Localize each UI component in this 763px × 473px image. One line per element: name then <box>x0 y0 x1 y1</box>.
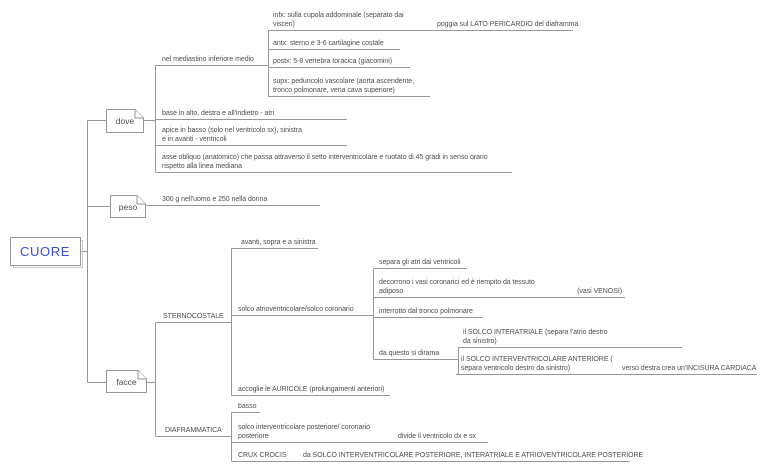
node-supx[interactable] <box>268 76 430 97</box>
node-text: decorrono i vasi coronarici ed è riempito da tessuto <box>379 279 535 286</box>
node-text: CRUX CROCIS <box>238 452 287 459</box>
node-divide-ventricolo[interactable] <box>378 431 488 443</box>
node-text: posteriore <box>238 433 269 440</box>
node-text: solco atrioventricolare/solco coronario <box>238 306 354 313</box>
node-poggia-pericardio[interactable] <box>432 19 579 31</box>
node-infx[interactable] <box>268 10 427 31</box>
node-peso-valore[interactable] <box>157 194 320 206</box>
node-text: divide il ventricolo dx e sx <box>398 433 476 440</box>
node-text: asse obliquo (anatomico) che passa attraverso il setto interventricolare e ruotato di 45 gradi in senso orario <box>162 154 488 161</box>
node-da-solco-posteriore[interactable] <box>295 450 644 462</box>
node-text: verso destra crea un'INCISURA CARDIACA <box>622 365 757 372</box>
node-asse-obliquo[interactable] <box>157 152 512 173</box>
node-text: interrotto dal tronco polmonare <box>379 308 473 315</box>
node-text: supx: peduncolo vascolare (aorta ascendente, <box>273 78 415 85</box>
node-solco-posteriore[interactable] <box>233 422 378 443</box>
node-text: base in alto, destra e all'indietro - atri <box>162 110 275 117</box>
node-text: separa gli atri dai ventricoli <box>379 259 461 266</box>
branch-node-dove[interactable]: dove <box>115 115 135 126</box>
node-text: da sinistro) <box>463 338 497 345</box>
node-crux-crocis[interactable] <box>233 450 295 462</box>
node-text: rispetto alla linea mediana <box>162 163 242 170</box>
node-text: il SOLCO INTERVENTRICOLARE ANTERIORE ( <box>461 356 613 363</box>
node-antx[interactable] <box>268 38 400 50</box>
node-text: DIAFRAMMATICA <box>165 427 222 434</box>
node-diaframmatica[interactable] <box>160 425 231 437</box>
node-solco-interatriale[interactable] <box>458 327 682 348</box>
node-solco-interventricolare-anteriore[interactable] <box>456 354 620 375</box>
node-mediastino[interactable] <box>157 54 268 66</box>
node-text: separa ventricolo destro da sinistro) <box>461 365 571 372</box>
node-postx[interactable] <box>268 56 410 68</box>
node-text: tronco polmonare, vena cava superiore) <box>273 87 395 94</box>
branch-node-facce[interactable]: facce <box>116 376 137 387</box>
node-text: da SOLCO INTERVENTRICOLARE POSTERIORE, INTERATRIALE E ATRIOVENTRICOLARE POSTERIORE <box>303 452 644 459</box>
node-text: e in avanti - ventricoli <box>162 136 227 143</box>
node-text: infx: sulla cupola addominale (separato dai <box>273 12 404 19</box>
node-text: (vasi VENOSI) <box>577 288 622 295</box>
node-interrotto-tronco[interactable] <box>374 306 483 318</box>
node-base-atri[interactable] <box>157 108 347 120</box>
node-auricole[interactable] <box>233 384 390 396</box>
node-separa-atri[interactable] <box>374 257 467 269</box>
node-text: poggia sul LATO PERICARDIO del diaframma <box>437 21 579 28</box>
node-text: basso <box>238 403 257 410</box>
node-text: visceri) <box>273 21 295 28</box>
node-solco-coronario[interactable] <box>233 304 373 316</box>
node-sternocostale[interactable] <box>158 311 231 323</box>
node-text: avanti, sopra e a sinistra <box>241 239 316 246</box>
node-text: nel mediastino inferiore medio <box>162 56 254 63</box>
node-text: antx: sterno e 3-6 cartilagine costale <box>273 40 384 47</box>
node-decorrono-vasi[interactable] <box>374 277 560 298</box>
node-text: STERNOCOSTALE <box>163 313 224 320</box>
node-text: 300 g nell'uomo e 250 nella donna <box>162 196 268 203</box>
branch-node-peso[interactable]: peso <box>118 201 138 212</box>
node-avanti-sopra[interactable] <box>236 237 318 249</box>
node-text: adiposo <box>379 288 404 295</box>
node-incisura-cardiaca[interactable] <box>620 363 757 375</box>
node-text: postx: 5-8 vertebra toracica (giacomini) <box>273 58 392 65</box>
node-text: il SOLCO INTERATRIALE (separa l'atrio destro <box>463 329 608 336</box>
node-text: da questo si dirama <box>379 350 440 357</box>
node-text: accoglie le AURICOLE (prolungamenti anteriori) <box>238 386 385 393</box>
node-da-questo-dirama[interactable] <box>374 348 458 360</box>
node-apice-ventricoli[interactable] <box>157 125 347 146</box>
root-node-cuore[interactable]: CUORE <box>20 243 70 259</box>
node-vasi-venosi[interactable] <box>560 286 625 298</box>
node-basso[interactable] <box>233 401 260 413</box>
node-text: solco interventricolare posteriore/ coronario <box>238 424 370 431</box>
node-text: apice in basso (solo nel ventricolo sx), sinistra <box>162 127 302 134</box>
